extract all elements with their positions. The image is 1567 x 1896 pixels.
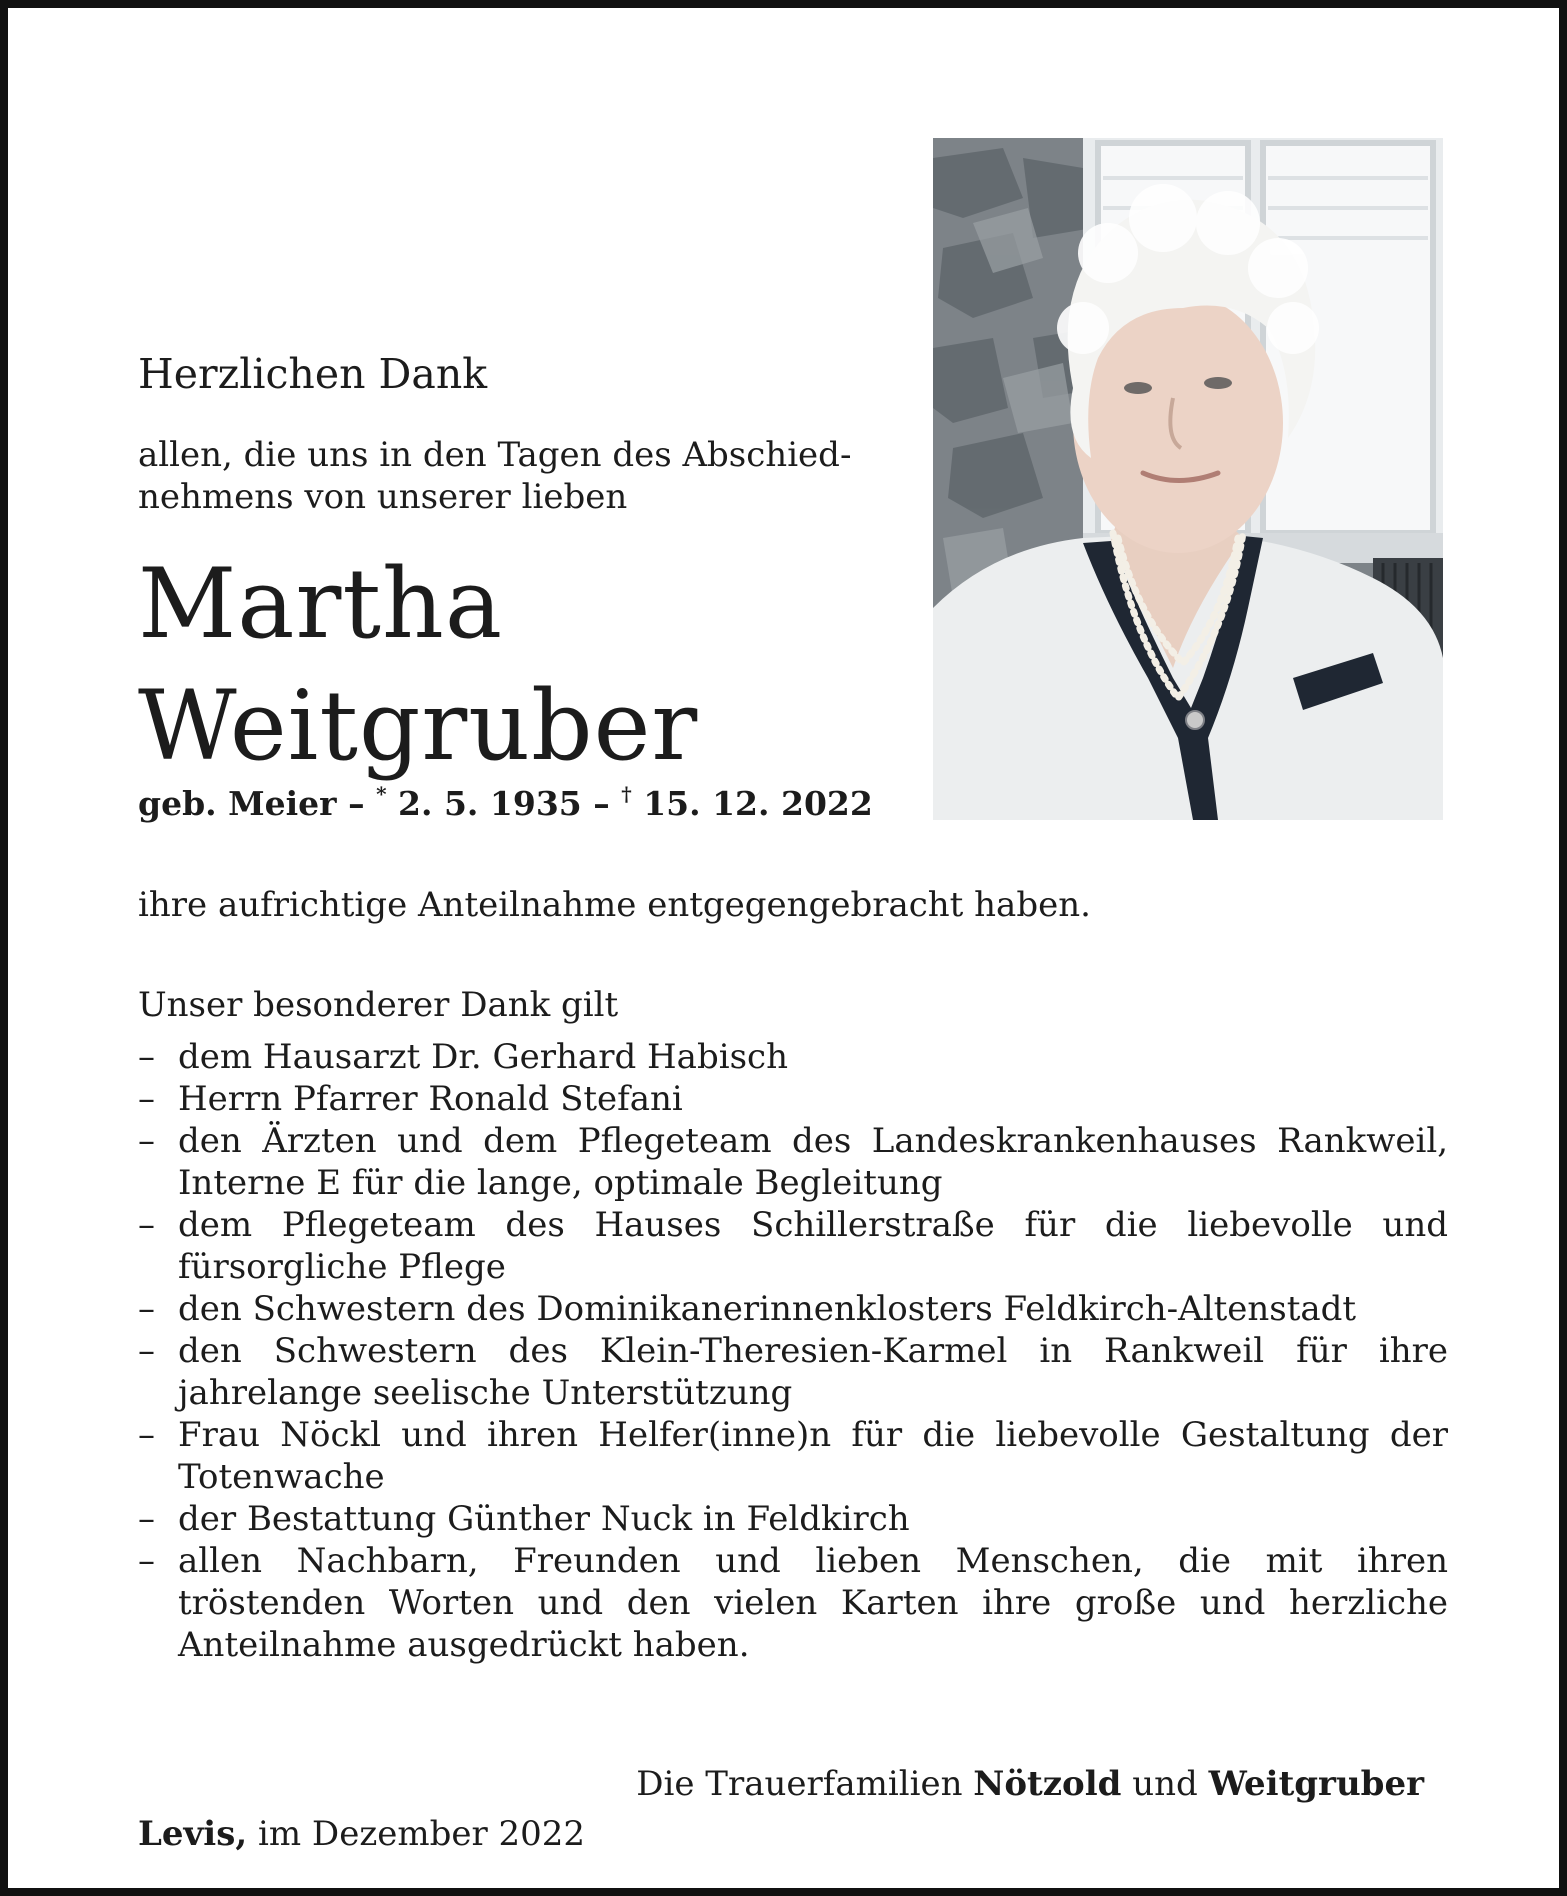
thanks-heading: Unser besonderer Dank gilt (138, 985, 619, 1025)
separator: – (336, 784, 377, 823)
signature (636, 1764, 1424, 1804)
birth-date: 2. 5. 1935 (386, 784, 582, 823)
sympathy-text: ihre aufrichtige Anteilnahme entgegengebracht haben. (138, 885, 1091, 925)
life-dates (138, 782, 873, 823)
thanks-list (138, 1036, 1448, 1666)
signature-prefix: Die Trauerfamilien (636, 1764, 974, 1804)
list-item-text: dem Hausarzt Dr. Gerhard Habisch (178, 1037, 788, 1077)
birth-symbol: * (376, 782, 387, 806)
list-item-text: den Schwestern des Klein-Theresien-Karmel in Rankweil für ihre jahrelange seelische Unterstützung (178, 1331, 1448, 1413)
deceased-name (138, 543, 698, 787)
list-item-text: dem Pflegeteam des Hauses Schillerstraße für die liebevolle und fürsorgliche Pflege (178, 1205, 1448, 1287)
dash: – (138, 1289, 155, 1329)
last-name: Weitgruber (138, 670, 699, 782)
dash: – (138, 1205, 155, 1245)
list-item (138, 1414, 1448, 1498)
list-item-text: der Bestattung Günther Nuck in Feldkirch (178, 1499, 910, 1539)
list-item (138, 1288, 1448, 1330)
dash: – (138, 1121, 155, 1161)
list-item-text: den Ärzten und dem Pflegeteam des Landeskrankenhauses Rankweil, Interne E für die lange, optimale Begleitung (178, 1121, 1448, 1203)
intro-line: allen, die uns in den Tagen des Abschied- (138, 435, 852, 475)
list-item (138, 1120, 1448, 1204)
list-item-text: Herrn Pfarrer Ronald Stefani (178, 1079, 683, 1119)
place-date (138, 1814, 585, 1854)
dash: – (138, 1541, 155, 1581)
dash: – (138, 1079, 155, 1119)
portrait-photo-icon (933, 138, 1443, 820)
heading: Herzlichen Dank (138, 350, 488, 398)
list-item (138, 1498, 1448, 1540)
dash: – (138, 1331, 155, 1371)
list-item-text: den Schwestern des Dominikanerinnenklosters Feldkirch-Altenstadt (178, 1289, 1357, 1329)
separator: – (581, 784, 622, 823)
death-symbol: † (621, 782, 632, 806)
dash: – (138, 1499, 155, 1539)
signature-conjunction: und (1121, 1764, 1209, 1804)
dash: – (138, 1037, 155, 1077)
intro-line: nehmens von unserer lieben (138, 477, 628, 517)
portrait-photo (933, 138, 1443, 820)
list-item-text: allen Nachbarn, Freunden und lieben Menschen, die mit ihren tröstenden Worten und den vielen Karten ihre große und herzliche Anteilnahme ausgedrückt haben. (178, 1541, 1448, 1665)
death-date: 15. 12. 2022 (631, 784, 873, 823)
first-name: Martha (138, 548, 504, 660)
list-item (138, 1204, 1448, 1288)
list-item (138, 1078, 1448, 1120)
dash: – (138, 1415, 155, 1455)
list-item (138, 1036, 1448, 1078)
list-item (138, 1540, 1448, 1666)
list-item-text: Frau Nöckl und ihren Helfer(inne)n für die liebevolle Gestaltung der Totenwache (178, 1415, 1448, 1497)
birth-name: geb. Meier (138, 784, 337, 823)
intro-text (138, 434, 851, 518)
list-item (138, 1330, 1448, 1414)
place: Levis, (138, 1814, 248, 1854)
family-name: Weitgruber (1208, 1764, 1424, 1804)
family-name: Nötzold (973, 1764, 1122, 1804)
date: im Dezember 2022 (247, 1814, 586, 1854)
